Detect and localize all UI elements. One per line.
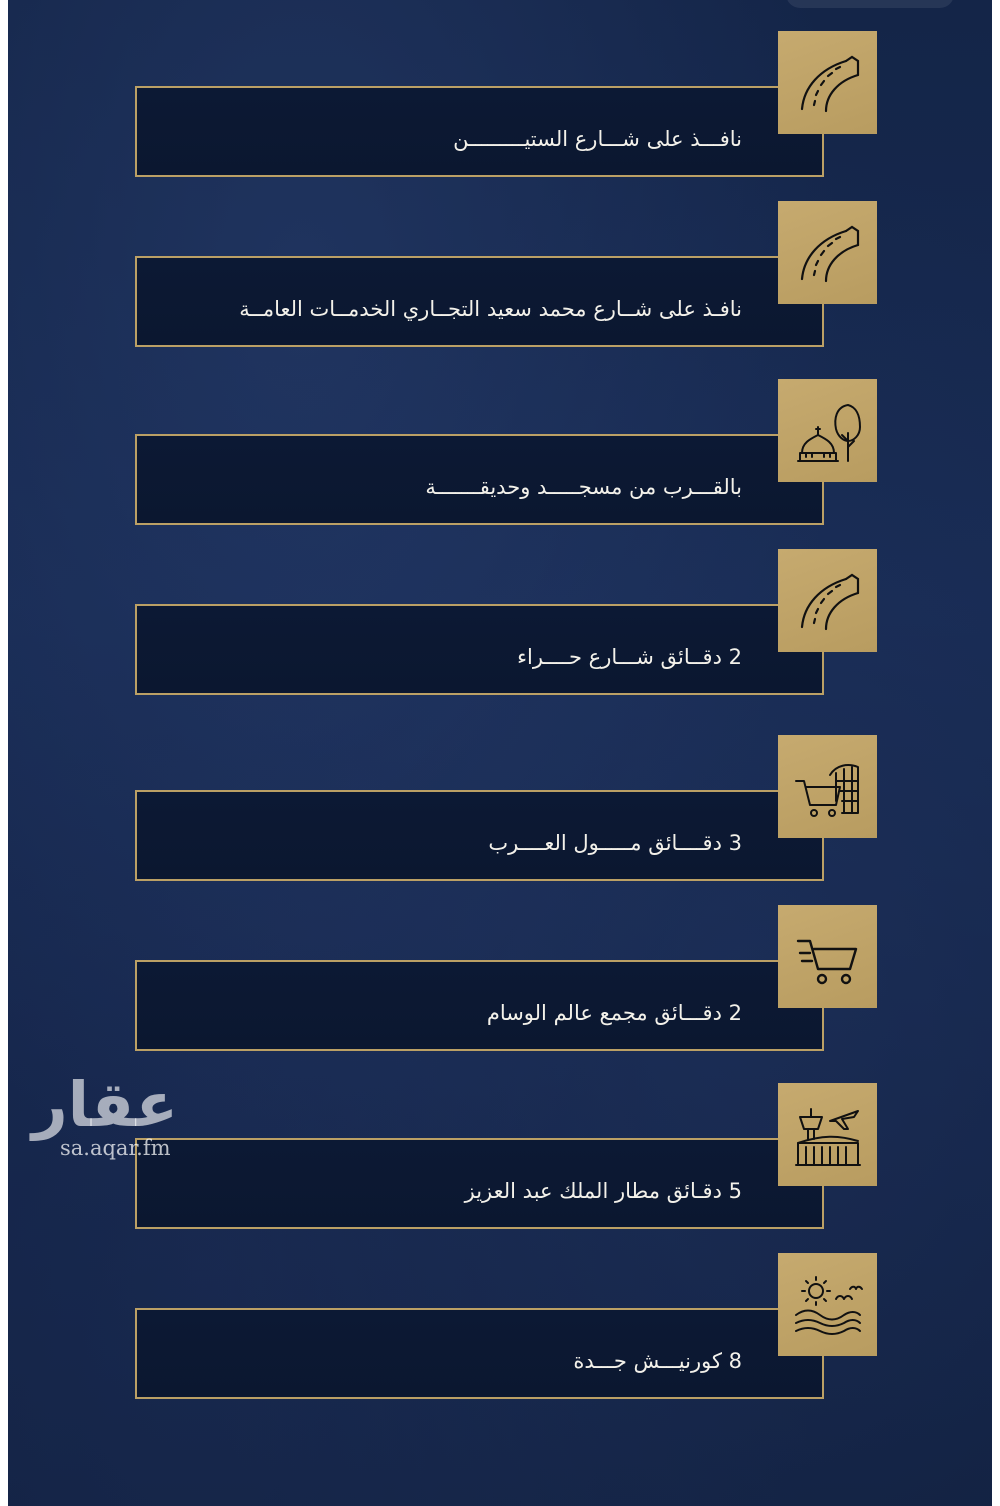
feature-icon-tile bbox=[778, 201, 877, 304]
mall-cart-icon bbox=[792, 751, 864, 823]
feature-icon-tile bbox=[778, 549, 877, 652]
feature-icon-tile bbox=[778, 905, 877, 1008]
feature-label: نافـــذ على شـــارع الستيـــــــــن bbox=[453, 127, 742, 151]
feature-icon-tile bbox=[778, 31, 877, 134]
feature-label: 5 دقـائق مطار الملك عبد العزيز bbox=[464, 1179, 742, 1203]
feature-icon-tile bbox=[778, 1083, 877, 1186]
beach-sun-icon bbox=[792, 1269, 864, 1341]
watermark-brand: عقار bbox=[32, 1068, 178, 1141]
airport-icon bbox=[792, 1099, 864, 1171]
features-panel bbox=[8, 0, 992, 1506]
feature-label: 3 دقــــائق مـــــول العــــرب bbox=[488, 831, 742, 855]
feature-label: 2 دقـــائق مجمع عالم الوسام bbox=[486, 1001, 742, 1025]
feature-item bbox=[8, 735, 992, 885]
shopping-cart-icon bbox=[792, 921, 864, 993]
feature-item bbox=[8, 905, 992, 1055]
feature-item bbox=[8, 31, 992, 181]
feature-label: 8 كورنيـــش جـــدة bbox=[573, 1349, 742, 1373]
feature-item bbox=[8, 549, 992, 699]
feature-icon-tile bbox=[778, 1253, 877, 1356]
feature-label: نافـذ على شــارع محمد سعيد التجــاري الخدمــات العامــة bbox=[239, 297, 742, 321]
road-icon bbox=[792, 47, 864, 119]
road-icon bbox=[792, 565, 864, 637]
feature-label: 2 دقــائق شـــارع حــــراء bbox=[517, 645, 742, 669]
feature-item bbox=[8, 379, 992, 529]
watermark-url: sa.aqar.fm bbox=[60, 1136, 171, 1160]
feature-icon-tile bbox=[778, 379, 877, 482]
road-icon bbox=[792, 217, 864, 289]
feature-item bbox=[8, 201, 992, 351]
top-tab bbox=[786, 0, 954, 8]
mosque-tree-icon bbox=[792, 395, 864, 467]
feature-icon-tile bbox=[778, 735, 877, 838]
watermark bbox=[28, 1068, 208, 1168]
feature-item bbox=[8, 1253, 992, 1403]
feature-label: بالقـــرب من مسجـــــد وحديقـــــــة bbox=[425, 475, 742, 499]
